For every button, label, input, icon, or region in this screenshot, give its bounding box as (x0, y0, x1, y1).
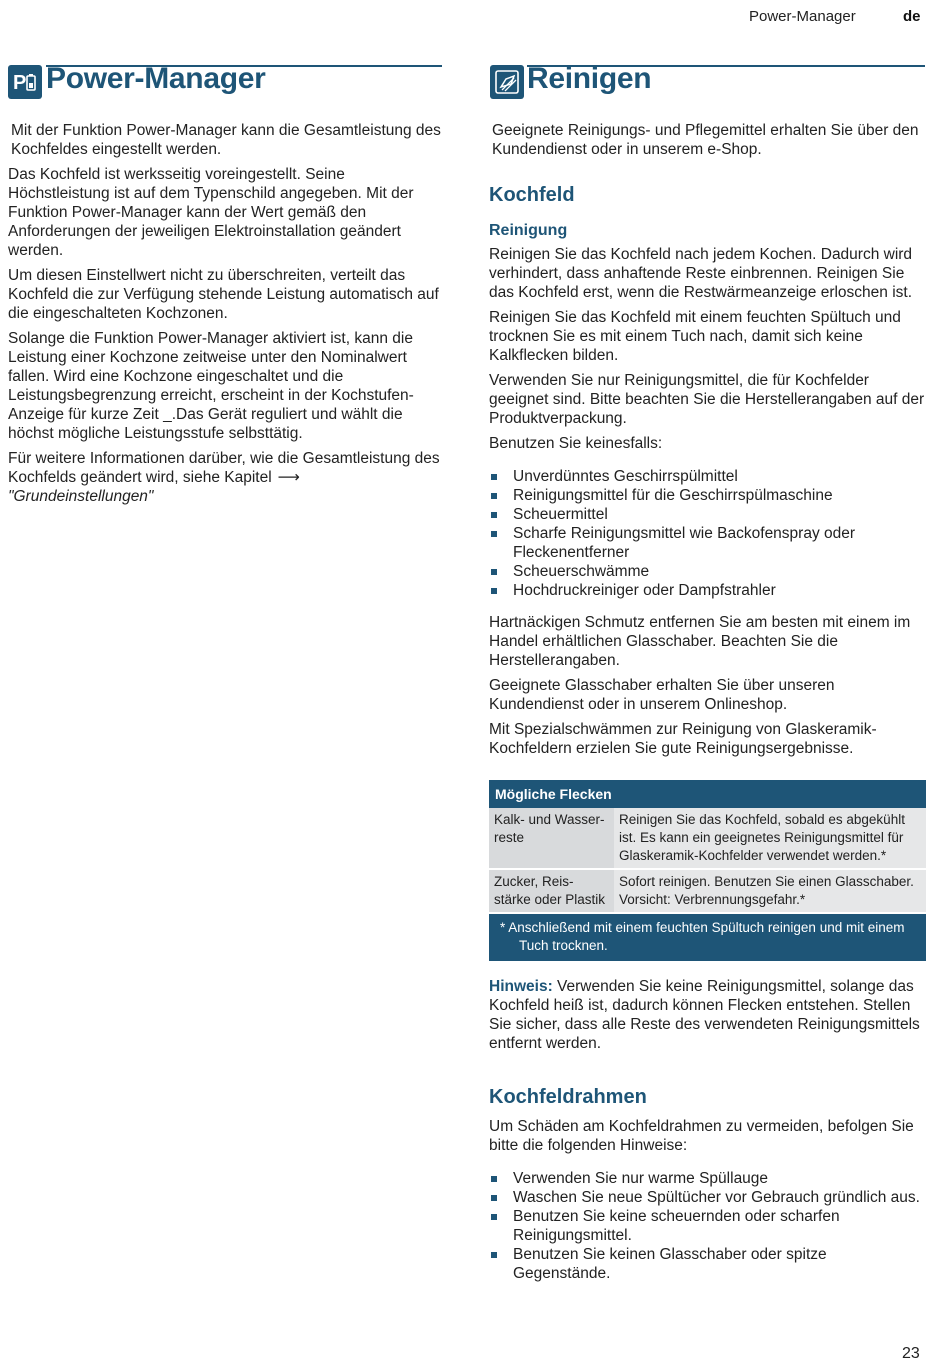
list-item-text: Scharfe Reinigungsmittel wie Backofenspray oder Fleckenentferner (513, 525, 856, 561)
left-paragraph-1: Mit der Funktion Power-Manager kann die Gesamtleistung des Kochfeldes eingestellt werden. (11, 122, 441, 158)
hinweis-label: Hinweis: (489, 978, 553, 995)
forbidden-cleaners-list (489, 467, 926, 600)
reinigung-subheading: Reinigung (489, 222, 568, 239)
kochfeld-paragraph-7: Mit Spezialschwämmen zur Reinigung von Glaskeramik-Kochfeldern erzielen Sie gute Reinigungsergebnisse. (489, 721, 877, 757)
hinweis-text: Verwenden Sie keine Reinigungsmittel, solange das Kochfeld heiß ist, dadurch können Flecken entstehen. Stellen Sie sicher, dass alle Reste des verwendeten Reinigungsmittels entfernt werden. (489, 978, 920, 1052)
list-item (489, 1207, 926, 1245)
bullet-icon (491, 531, 497, 537)
power-manager-icon-letter: P (13, 72, 27, 94)
table-cell-stain: Zucker, Reis-stärke oder Plastik (489, 869, 614, 913)
bullet-icon (491, 588, 497, 594)
right-page-title: Reinigen (527, 62, 652, 95)
bullet-icon (491, 493, 497, 499)
list-item-text: Unverdünntes Geschirrspülmittel (513, 468, 738, 485)
page-number: 23 (902, 1345, 920, 1362)
list-item-text: Scheuermittel (513, 506, 608, 523)
left-page-title: Power-Manager (46, 62, 266, 95)
kochfeld-paragraph-5: Hartnäckigen Schmutz entfernen Sie am besten mit einem im Handel erhältlichen Glasschaber. Beachten Sie die Herstellerangaben. (489, 614, 911, 669)
chapter-link[interactable]: "Grundeinstellungen" (8, 488, 154, 505)
left-paragraph-4 (8, 329, 442, 443)
reference-arrow-icon: ⟶ (277, 469, 300, 486)
kochfeldrahmen-heading: Kochfeldrahmen (489, 1086, 647, 1108)
bullet-icon (491, 1195, 497, 1201)
kochfeld-paragraph-2: Reinigen Sie das Kochfeld mit einem feuchten Spültuch und trocknen Sie es mit einem Tuch nach, damit sich keine Kalkflecken bilden. (489, 309, 901, 364)
display-symbol: _ (163, 406, 172, 423)
list-item-text: Benutzen Sie keinen Glasschaber oder spitze Gegenstände. (513, 1246, 827, 1282)
list-item (489, 581, 926, 600)
table-row (489, 808, 926, 869)
list-item-text: Scheuerschwämme (513, 563, 650, 580)
right-body (489, 121, 926, 1283)
kochfeld-paragraph-3: Verwenden Sie nur Reinigungsmittel, die für Kochfelder geeignet sind. Bitte beachten Sie die Herstellerangaben auf der Produktverpackung. (489, 372, 925, 427)
table-cell-stain: Kalk- und Wasser-reste (489, 808, 614, 869)
power-manager-icon (8, 65, 42, 99)
list-item-text: Verwenden Sie nur warme Spüllauge (513, 1170, 769, 1187)
list-item (489, 1188, 926, 1207)
list-item (489, 1245, 926, 1283)
stains-table-footnote (489, 913, 926, 961)
cleaning-icon (490, 65, 524, 99)
list-item-text: Benutzen Sie keine scheuernden oder scharfen Reinigungsmittel. (513, 1208, 840, 1244)
left-paragraph-3: Um diesen Einstellwert nicht zu überschreiten, verteilt das Kochfeld die zur Verfügung stehende Leistung automatisch auf die eingeschalteten Kochzonen. (8, 267, 439, 322)
list-item-text: Waschen Sie neue Spültücher vor Gebrauch gründlich aus. (513, 1189, 920, 1206)
bullet-icon (491, 569, 497, 575)
left-paragraph-5 (8, 449, 442, 506)
kochfeldrahmen-intro: Um Schäden am Kochfeldrahmen zu vermeiden, befolgen Sie bitte die folgenden Hinweise: (489, 1118, 914, 1154)
page-header (0, 8, 950, 30)
kochfeld-paragraph-6: Geeignete Glasschaber erhalten Sie über unseren Kundendienst oder in unserem Onlineshop. (489, 677, 835, 713)
table-row (489, 869, 926, 913)
list-item-text: Reinigungsmittel für die Geschirrspülmaschine (513, 487, 833, 504)
table-cell-action: Reinigen Sie das Kochfeld, sobald es abgekühlt ist. Es kann ein geeignetes Reinigungsmittel für Glaskeramik-Kochfelder verwendet werden.* (614, 808, 926, 869)
frame-care-list (489, 1169, 926, 1283)
list-item (489, 486, 926, 505)
header-language: de (903, 8, 921, 25)
kochfeld-paragraph-4: Benutzen Sie keinesfalls: (489, 435, 663, 452)
hinweis-note (489, 977, 926, 1053)
left-body (8, 121, 442, 512)
bullet-icon (491, 1214, 497, 1220)
list-item (489, 467, 926, 486)
bullet-icon (491, 474, 497, 480)
list-item (489, 1169, 926, 1188)
kochfeld-heading: Kochfeld (489, 184, 575, 206)
table-cell-action: Sofort reinigen. Benutzen Sie einen Glasschaber. Vorsicht: Verbrennungsgefahr.* (614, 869, 926, 913)
kochfeld-paragraph-1: Reinigen Sie das Kochfeld nach jedem Kochen. Dadurch wird verhindert, dass anhaftende Reste einbrennen. Reinigen Sie das Kochfeld erst, wenn die Restwärmeanzeige erloschen ist. (489, 246, 913, 301)
left-paragraph-5-text: Für weitere Informationen darüber, wie die Gesamtleistung des Kochfelds geändert wird, siehe Kapitel (8, 450, 440, 486)
list-item (489, 562, 926, 581)
left-paragraph-4-part-1: Solange die Funktion Power-Manager aktiviert ist, kann die Leistung einer Kochzone zeitweise unter den Nominalwert fallen. Wird eine Kochzone eingeschaltet und die Leistungsbegrenzung erreicht, erscheint in der Kochstufen-Anzeige für kurze Zeit (8, 330, 414, 423)
header-section-title: Power-Manager (749, 8, 856, 25)
bullet-icon (491, 512, 497, 518)
list-item (489, 524, 926, 562)
stains-table-header: Mögliche Flecken (489, 780, 926, 808)
left-paragraph-4-part-2: .Das Gerät reguliert und wählt die höchst mögliche Leistungsstufe selbsttätig. (8, 406, 403, 442)
cleaning-intro: Geeignete Reinigungs- und Pflegemittel erhalten Sie über den Kundendienst oder in unserem e-Shop. (492, 122, 919, 158)
bullet-icon (491, 1252, 497, 1258)
list-item-text: Hochdruckreiniger oder Dampfstrahler (513, 582, 776, 599)
stains-table (489, 780, 926, 961)
left-paragraph-2: Das Kochfeld ist werksseitig voreingestellt. Seine Höchstleistung ist auf dem Typenschild angegeben. Mit der Funktion Power-Manager kann der Wert gemäß den Anforderungen der jeweiligen Elektroinstallation geändert werden. (8, 166, 414, 259)
bullet-icon (491, 1176, 497, 1182)
list-item (489, 505, 926, 524)
footnote-text: * Anschließend mit einem feuchten Spültuch reinigen und mit einem Tuch trocknen. (500, 920, 905, 953)
